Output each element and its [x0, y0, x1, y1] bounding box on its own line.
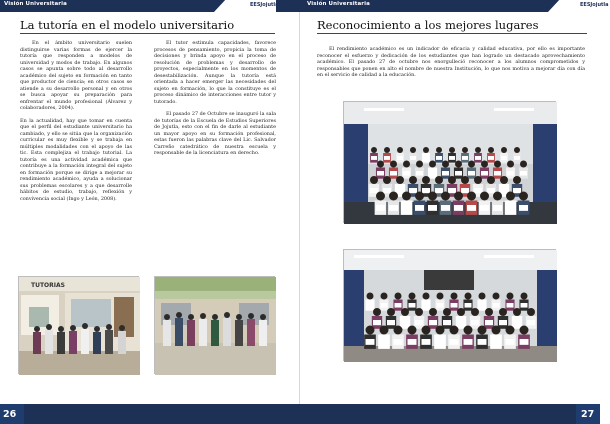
photo-award-recipients-group — [343, 249, 556, 361]
left-footer-bar — [0, 404, 300, 424]
right-text-block — [317, 46, 585, 85]
photo1-sign-text: TUTORIAS — [31, 282, 65, 289]
left-col1-paragraph-2: En la actualidad, hay que tomar en cuenta que el perfil del estudiante universitario ha cambiado, y ello se sitúa que la organización curricular es muy flexible y se trabaja en múltiples modalidades con el apoyo de las tic. Esta complejiza el trabajo tutorial. La tutoría es una actividad académica que contribuye a la formación integral del sujeto en formación porque se dirige a mejorar su rendimiento académico, ayuda a solucionar sus problemas escolares y a que desarrolle hábitos de estudio, trabajo, reflexión y convivencia social (Ingo y León, 2008). — [20, 117, 132, 202]
left-column-2 — [154, 40, 276, 163]
left-header-label: Visión Universitaria — [4, 1, 67, 7]
left-page — [0, 0, 300, 424]
left-title-rule — [20, 33, 275, 34]
left-col2-paragraph-2: El pasado 27 de Octubre se inauguró la sala de tutorías de la Escuela de Estudios Superiores de Jojutla, esto con el fin de darle al estudiante un mayor apoyo en su formación profesional, estas fueron las palabras clave del Lic. Salvador Carreño catedrático de nuestra escuela y responsable de la licenciatura en derecho. — [154, 111, 276, 156]
right-paragraph: El rendimiento académico es un indicador de eficacia y calidad educativa, por ello es importante reconocer el esfuerzo y dedicación de los estudiantes que han logrado un destacado aprovechamiento académico. El pasado 27 de octubre nos enorgulleció reconocer a los alumnos comprometidos y responsables que ponen en alto el nombre de nuestra Institución, lo que nos motiva a mejorar día con día en el servicio de calidad a la educación. — [317, 46, 585, 78]
photo-tutoring-room-entrance — [18, 276, 139, 374]
left-column-1 — [20, 40, 132, 208]
right-page-title: Reconocimiento a los mejores lugares — [317, 18, 539, 32]
left-page-title: La tutoría en el modelo universitario — [20, 18, 235, 32]
photo-auditorium-audience — [343, 101, 556, 223]
right-footer-bar — [300, 404, 600, 424]
left-page-number: 26 — [3, 409, 17, 420]
left-col1-paragraph-1: En el ámbito universitario suelen distinguirse varias formas de ejercer la tutoría que responden a modelos de universidad y modos de trabajo. En algunos casos se apunta sobre todo al desarrollo académico del sujeto en formación en tanto que productor de ciencia; en otros casos se atiende a su desarrollo personal y en otros se busca apoyar su preparación para enfrentar el mundo profesional (Álvarez y colaboradores, 2004). — [20, 40, 132, 111]
left-col2-paragraph-1: El tutor estimula capacidades, favorece procesos de pensamiento, propicia la toma de decisiones y brinda apoyo en el proceso de resolución de problemas y desarrollo de proyectos, especialmente en los momentos de desestabilización. Aunque la tutoría está orientada a hacer emerger las necesidades del sujeto en formación, lo que la constituye es el proceso dinámico de interacciones entre tutor y tutorado. — [154, 40, 276, 105]
right-title-rule — [317, 33, 587, 34]
right-page — [300, 0, 609, 424]
right-header-tab-label: EESJojutla — [580, 2, 609, 8]
left-header-tab-label: EESJojutla — [250, 2, 279, 8]
photo-group-outside-building — [154, 276, 275, 374]
right-page-number: 27 — [581, 409, 595, 420]
right-header-label: Visión Universitaria — [307, 1, 370, 7]
